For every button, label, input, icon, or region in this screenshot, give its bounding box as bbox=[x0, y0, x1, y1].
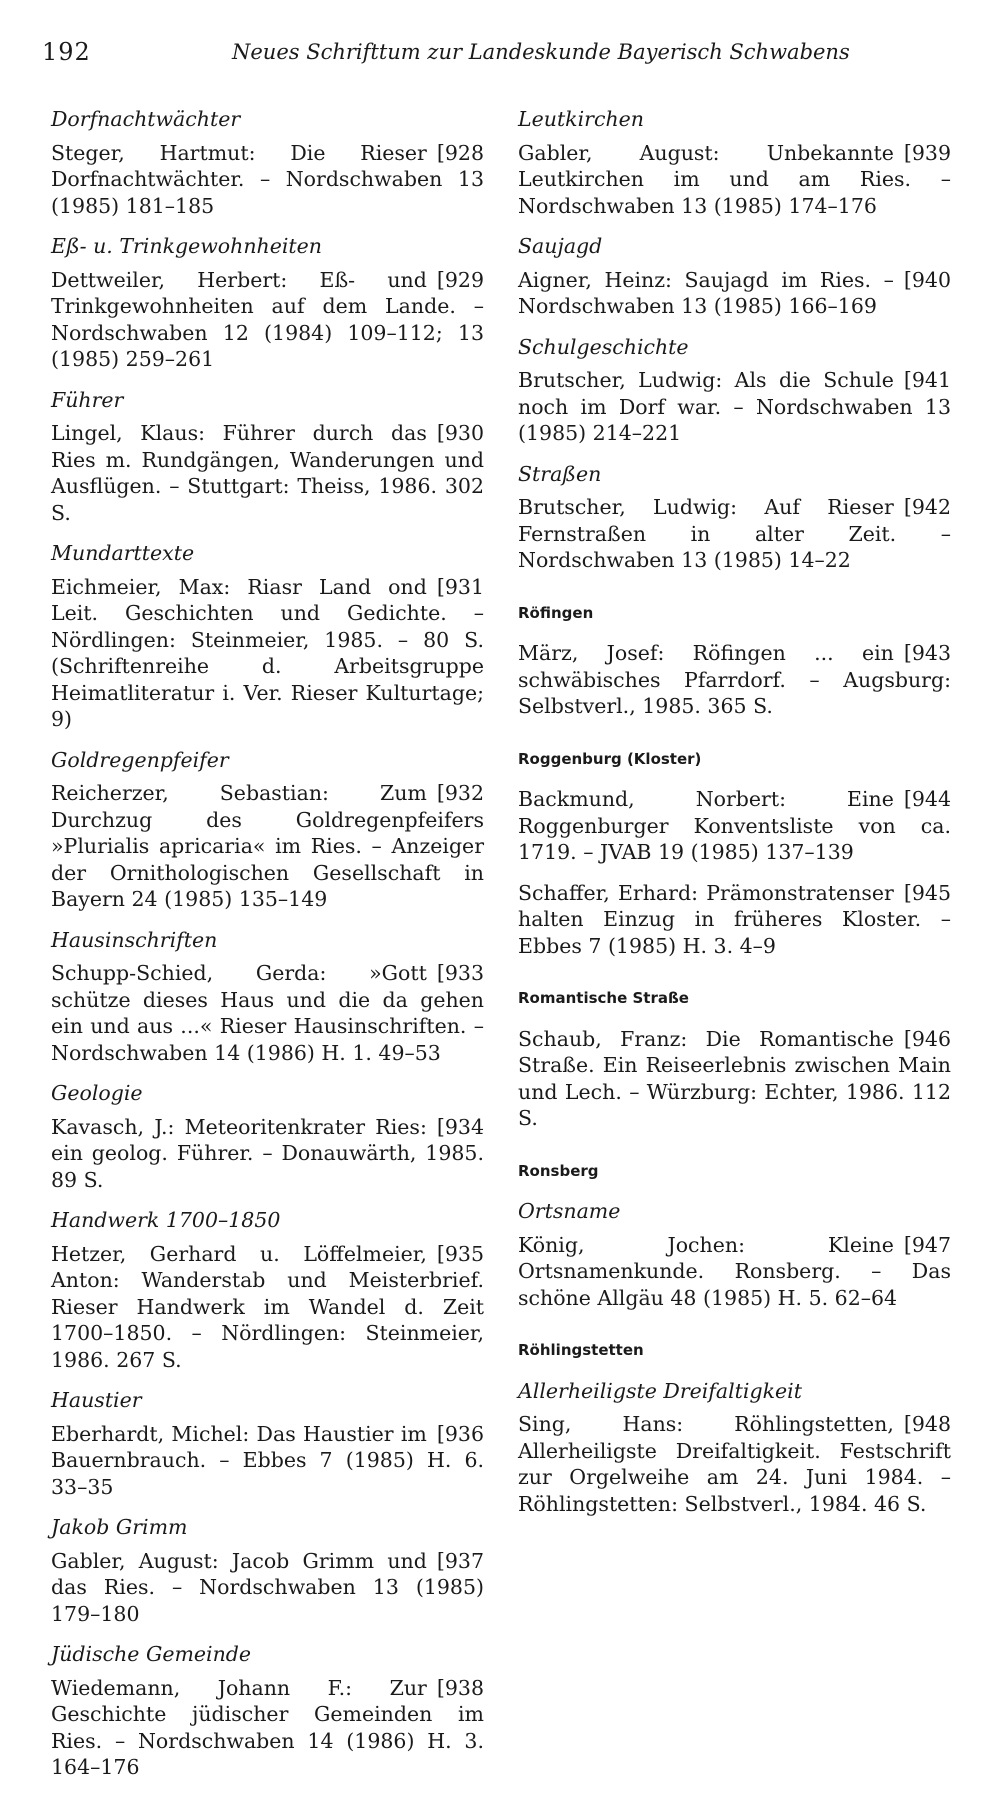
entry-number: [935 bbox=[436, 1241, 484, 1266]
entry-number: [945 bbox=[903, 880, 951, 905]
bibliography-entry bbox=[518, 267, 951, 320]
topic-subheading: Haustier bbox=[51, 1388, 142, 1412]
entry-number: [930 bbox=[436, 421, 484, 445]
bibliography-entry bbox=[518, 1026, 951, 1132]
bibliography-entry bbox=[51, 1421, 484, 1501]
entry-text: Hetzer, Gerhard u. Löffelmeier, Anton: Wanderstab und Meisterbrief. Rieser Handwerk im Wandel d. Zeit 1700–1850. – Nördlingen: Steinmeier, 1986. 267 S. bbox=[51, 1241, 484, 1372]
entry-number: [934 bbox=[436, 1114, 484, 1139]
topic-subheading: Leutkirchen bbox=[518, 107, 644, 131]
running-title: Neues Schrifttum zur Landeskunde Bayerisch Schwabens bbox=[232, 40, 850, 64]
entry-number: [940 bbox=[903, 267, 951, 292]
bibliography-entry bbox=[51, 1548, 484, 1628]
bibliography-entry bbox=[518, 367, 951, 447]
bibliography-entry bbox=[51, 1241, 484, 1374]
topic-subheading: Goldregenpfeifer bbox=[51, 747, 229, 772]
entry-number: [928 bbox=[436, 140, 484, 165]
place-heading: Roggenburg (Kloster) bbox=[518, 749, 702, 768]
entry-text: Lingel, Klaus: Führer durch das Ries m. Rundgängen, Wanderungen und Ausflügen. – Stuttgart: Theiss, 1986. 302 S. bbox=[51, 421, 484, 525]
entry-number: [938 bbox=[436, 1675, 484, 1700]
place-heading: Romantische Straße bbox=[518, 989, 689, 1007]
entry-text: Schaffer, Erhard: Prämonstratenser halten Einzug in früheres Kloster. – Ebbes 7 (1985) H. 3. 4–9 bbox=[518, 880, 951, 958]
page-header bbox=[42, 38, 954, 72]
entry-text: Backmund, Norbert: Eine Roggenburger Konventsliste von ca. 1719. – JVAB 19 (1985) 137–139 bbox=[518, 787, 951, 864]
bibliography-entry bbox=[51, 140, 484, 220]
topic-subheading: Hausinschriften bbox=[51, 927, 218, 952]
place-heading: Röfingen bbox=[518, 603, 594, 622]
topic-subheading: Jakob Grimm bbox=[51, 1515, 188, 1539]
entry-text: Kavasch, J.: Meteoritenkrater Ries: ein geolog. Führer. – Donauwärth, 1985. 89 S. bbox=[51, 1114, 484, 1192]
topic-subheading: Saujagd bbox=[518, 234, 603, 258]
topic-subheading: Mundarttexte bbox=[51, 541, 195, 565]
entry-text: Schaub, Franz: Die Romantische Straße. Ein Reiseerlebnis zwischen Main und Lech. – Würzburg: Echter, 1986. 112 S. bbox=[518, 1026, 951, 1130]
page-number: 192 bbox=[42, 38, 91, 66]
bibliography-entry bbox=[51, 267, 484, 373]
left-column bbox=[51, 106, 484, 1795]
bibliography-entry bbox=[518, 1411, 951, 1517]
entry-text: Dettweiler, Herbert: Eß- und Trinkgewohnheiten auf dem Lande. – Nordschwaben 12 (1984) 109–112; 13 (1985) 259–261 bbox=[51, 267, 484, 371]
topic-subheading: Straßen bbox=[518, 461, 602, 486]
entry-text: Eberhardt, Michel: Das Haustier im Bauernbrauch. – Ebbes 7 (1985) H. 6. 33–35 bbox=[51, 1421, 484, 1499]
bibliography-entry bbox=[518, 786, 951, 866]
bibliography-entry bbox=[51, 420, 484, 526]
entry-text: März, Josef: Röfingen ... ein schwäbisches Pfarrdorf. – Augsburg: Selbstverl., 1985. 365 S. bbox=[518, 641, 951, 718]
entry-number: [936 bbox=[436, 1421, 484, 1446]
right-column bbox=[518, 106, 951, 1531]
topic-subheading: Dorfnachtwächter bbox=[51, 107, 241, 131]
entry-text: Wiedemann, Johann F.: Zur Geschichte jüdischer Gemeinden im Ries. – Nordschwaben 14 (1986) H. 3. 164–176 bbox=[51, 1675, 484, 1779]
entry-text: Gabler, August: Unbekannte Leutkirchen im und am Ries. – Nordschwaben 13 (1985) 174–176 bbox=[518, 140, 951, 218]
entry-text: Reicherzer, Sebastian: Zum Durchzug des Goldregenpfeifers »Plurialis apricaria« im Ries. – Anzeiger der Ornithologischen Gesellschaft in Bayern 24 (1985) 135–149 bbox=[51, 781, 484, 911]
entry-number: [931 bbox=[436, 574, 484, 599]
entry-text: Gabler, August: Jacob Grimm und das Ries. – Nordschwaben 13 (1985) 179–180 bbox=[51, 1548, 484, 1626]
entry-number: [943 bbox=[903, 641, 951, 665]
entry-number: [932 bbox=[436, 781, 484, 805]
bibliography-entry bbox=[51, 960, 484, 1066]
topic-subheading: Ortsname bbox=[518, 1199, 621, 1223]
entry-text: Schupp-Schied, Gerda: »Gott schütze dieses Haus und die da gehen ein und aus ...« Rieser Hausinschriften. – Nordschwaben 14 (1986) H. 1. 49–53 bbox=[51, 961, 484, 1065]
place-heading: Röhlingstetten bbox=[518, 1341, 644, 1359]
entry-text: Eichmeier, Max: Riasr Land ond Leit. Geschichten und Gedichte. – Nördlingen: Steinmeier, 1985. – 80 S. (Schriftenreihe d. Arbeitsgruppe Heimatliteratur i. Ver. Rieser Kulturtage; 9) bbox=[51, 574, 484, 731]
entry-text: Brutscher, Ludwig: Auf Rieser Fernstraßen in alter Zeit. – Nordschwaben 13 (1985) 14–22 bbox=[518, 495, 951, 572]
bibliography-entry bbox=[518, 1232, 951, 1312]
bibliography-entry bbox=[518, 640, 951, 720]
topic-subheading: Eß- u. Trinkgewohnheiten bbox=[51, 234, 323, 258]
entry-text: Steger, Hartmut: Die Rieser Dorfnachtwächter. – Nordschwaben 13 (1985) 181–185 bbox=[51, 140, 484, 218]
entry-number: [929 bbox=[436, 267, 484, 292]
bibliography-entry bbox=[51, 1675, 484, 1781]
entry-text: Brutscher, Ludwig: Als die Schule noch im Dorf war. – Nordschwaben 13 (1985) 214–221 bbox=[518, 368, 951, 445]
topic-subheading: Allerheiligste Dreifaltigkeit bbox=[518, 1378, 802, 1403]
entry-number: [948 bbox=[903, 1412, 951, 1436]
topic-subheading: Jüdische Gemeinde bbox=[51, 1642, 252, 1666]
entry-number: [941 bbox=[903, 368, 951, 392]
entry-number: [939 bbox=[903, 140, 951, 165]
entry-number: [944 bbox=[903, 787, 951, 811]
entry-number: [933 bbox=[436, 961, 484, 985]
entry-text: König, Jochen: Kleine Ortsnamenkunde. Ronsberg. – Das schöne Allgäu 48 (1985) H. 5. 62–64 bbox=[518, 1232, 951, 1310]
entry-text: Aigner, Heinz: Saujagd im Ries. – Nordschwaben 13 (1985) 166–169 bbox=[518, 267, 894, 318]
entry-number: [937 bbox=[436, 1548, 484, 1573]
bibliography-entry bbox=[518, 494, 951, 574]
entry-number: [942 bbox=[903, 495, 951, 519]
topic-subheading: Geologie bbox=[51, 1081, 143, 1105]
bibliography-entry bbox=[518, 880, 951, 960]
topic-subheading: Handwerk 1700–1850 bbox=[51, 1208, 281, 1232]
bibliography-entry bbox=[51, 574, 484, 733]
place-heading: Ronsberg bbox=[518, 1161, 599, 1180]
bibliography-entry bbox=[51, 1114, 484, 1194]
entry-number: [946 bbox=[903, 1026, 951, 1051]
entry-number: [947 bbox=[903, 1232, 951, 1257]
topic-subheading: Schulgeschichte bbox=[518, 334, 689, 359]
topic-subheading: Führer bbox=[51, 387, 124, 412]
entry-text: Sing, Hans: Röhlingstetten, Allerheiligste Dreifaltigkeit. Festschrift zur Orgelweihe am 24. Juni 1984. – Röhlingstetten: Selbstverl., 1984. 46 S. bbox=[518, 1412, 951, 1516]
bibliography-entry bbox=[518, 140, 951, 220]
bibliography-entry bbox=[51, 780, 484, 913]
